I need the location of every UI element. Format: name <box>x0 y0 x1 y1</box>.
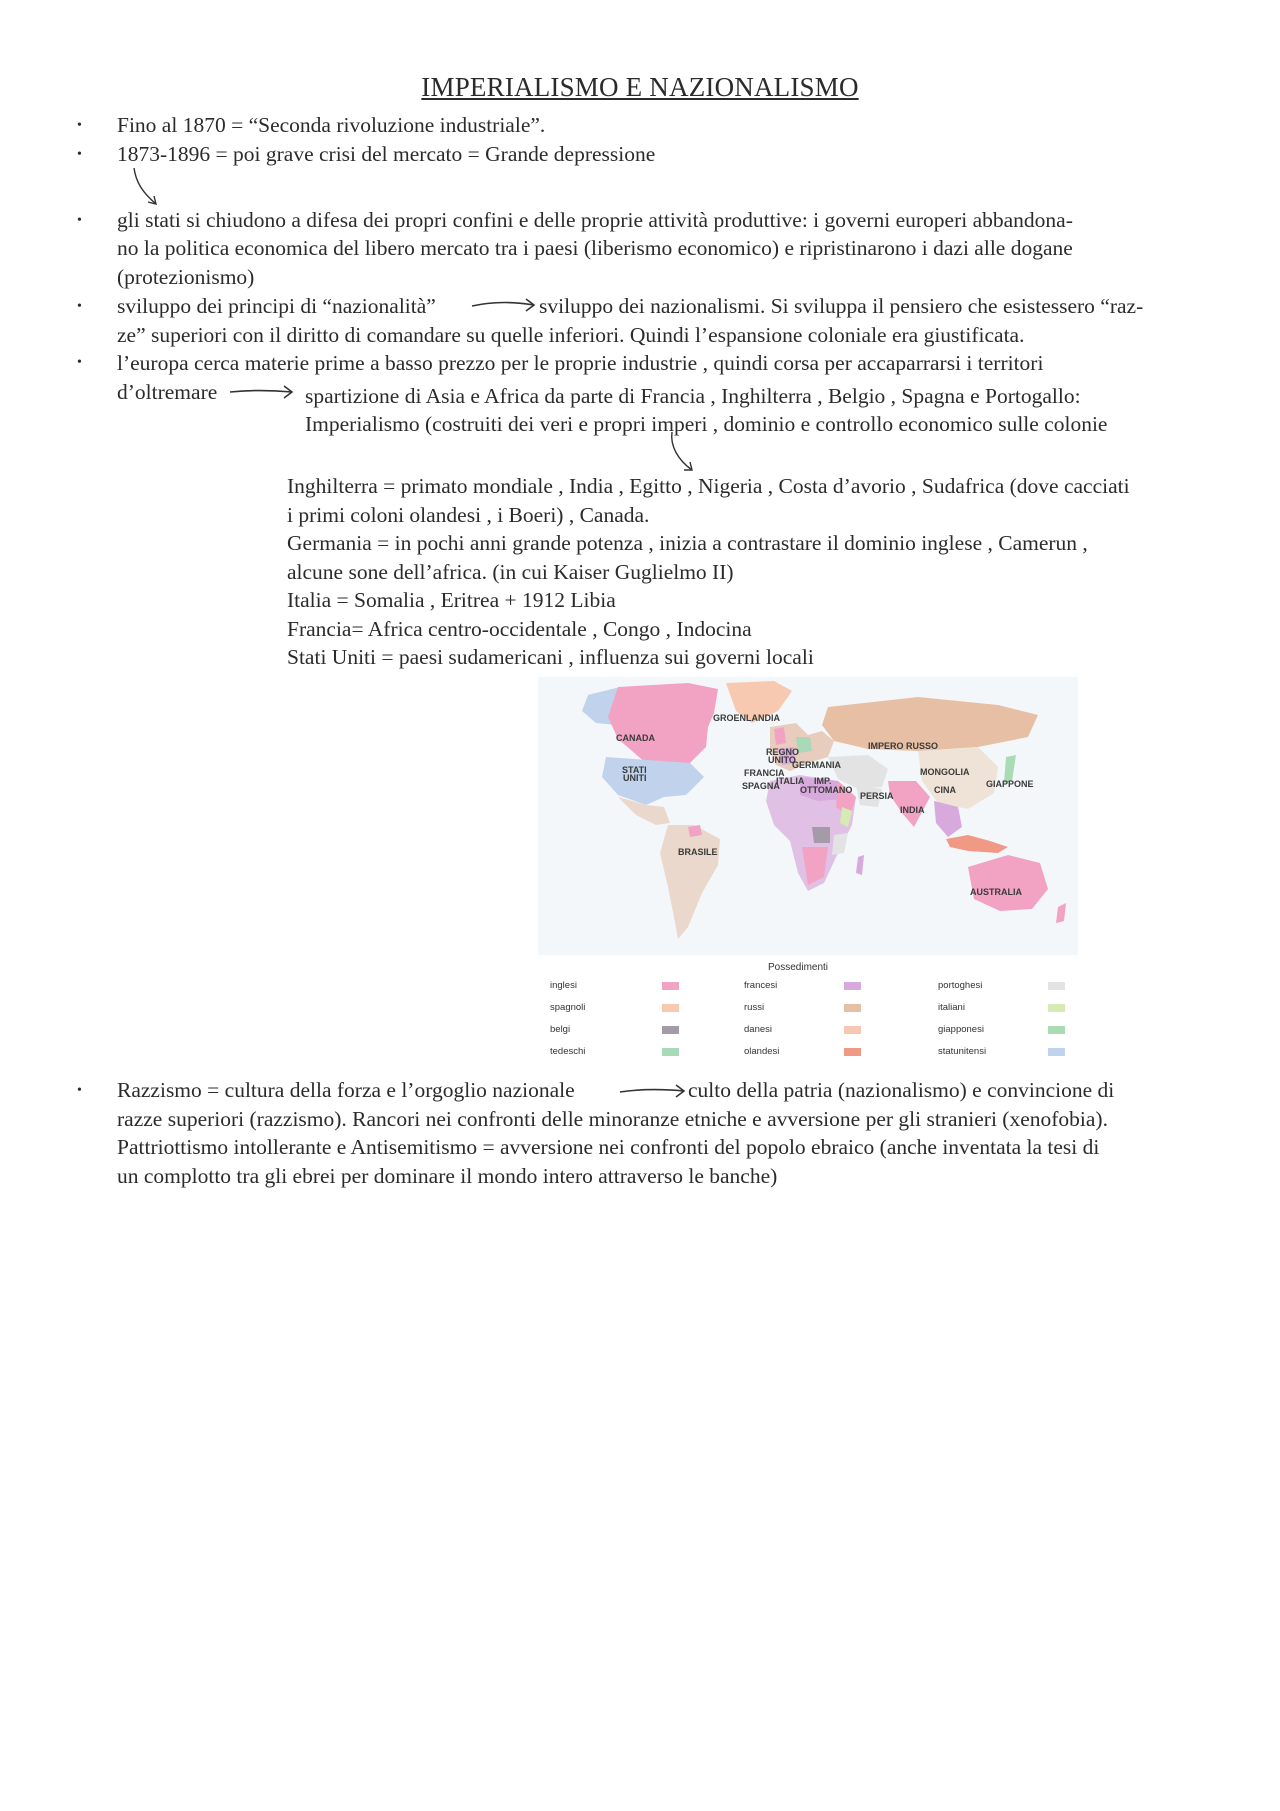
legend-label: portoghesi <box>938 980 983 991</box>
legend-swatch <box>1048 982 1065 990</box>
legend-label: russi <box>744 1002 765 1013</box>
text-line: ze” superiori con il diritto di comandare su quelle inferiori. Quindi l’espansione coloniale era giustificata. <box>117 323 1025 347</box>
legend-item <box>938 1024 1068 1038</box>
legend-swatch <box>1048 1004 1065 1012</box>
legend-swatch <box>662 1026 679 1034</box>
bullet-marker: • <box>77 147 82 162</box>
legend-swatch <box>1048 1048 1065 1056</box>
map-label: GERMANIA <box>792 760 841 770</box>
text-line: (protezionismo) <box>117 265 255 289</box>
legend-label: francesi <box>744 980 778 991</box>
map-label: PERSIA <box>860 791 894 801</box>
text-line: un complotto tra gli ebrei per dominare il mondo intero attraverso le banche) <box>117 1164 778 1188</box>
text-line: Razzismo = cultura della forza e l’orgoglio nazionale <box>117 1078 575 1102</box>
legend-item <box>550 1024 680 1038</box>
text-line: Francia= Africa centro-occidentale , Congo , Indocina <box>287 617 752 641</box>
arrow-right-icon <box>618 1080 688 1100</box>
text-line: razze superiori (razzismo). Rancori nei confronti delle minoranze etniche e avversione per gli stranieri (xenofobia). <box>117 1107 1108 1131</box>
legend-label: danesi <box>744 1024 772 1035</box>
map-label: IMPERO RUSSO <box>868 741 939 751</box>
legend-label: italiani <box>938 1002 965 1013</box>
map-label: OTTOMANO <box>800 785 853 795</box>
text-line: l’europa cerca materie prime a basso prezzo per le proprie industrie , quindi corsa per accaparrarsi i territori <box>117 351 1044 375</box>
map-legend <box>538 958 1078 1058</box>
map-label: REGNO <box>766 747 800 757</box>
bullet-marker: • <box>77 299 82 314</box>
legend-item <box>938 1002 1068 1016</box>
text-line: d’oltremare <box>117 380 218 404</box>
map-label: SPAGNA <box>742 781 780 791</box>
map-label: STATI <box>622 765 647 775</box>
text-line: sviluppo dei principi di “nazionalità” <box>117 294 436 318</box>
legend-swatch <box>662 982 679 990</box>
bullet-marker: • <box>77 355 82 370</box>
map-label: CANADA <box>616 733 655 743</box>
legend-item <box>938 1046 1068 1060</box>
legend-swatch <box>844 1004 861 1012</box>
text-line: Italia = Somalia , Eritrea + 1912 Libia <box>287 588 616 612</box>
world-map-image <box>538 677 1078 955</box>
legend-label: olandesi <box>744 1046 780 1057</box>
map-label: GIAPPONE <box>986 779 1034 789</box>
map-label: ITALIA <box>776 776 805 786</box>
map-label: CINA <box>934 785 956 795</box>
legend-swatch <box>662 1004 679 1012</box>
text-line: Stati Uniti = paesi sudamericani , influenza sui governi locali <box>287 645 814 669</box>
legend-item <box>550 980 680 994</box>
text-line: no la politica economica del libero mercato tra i paesi (liberismo economico) e ripristinarono i dazi alle dogane <box>117 236 1073 260</box>
legend-item <box>744 1024 874 1038</box>
legend-swatch <box>844 1026 861 1034</box>
text-line: Imperialismo (costruiti dei veri e propri imperi , dominio e controllo economico sulle colonie <box>305 412 1108 436</box>
bullet-marker: • <box>77 118 82 133</box>
text-line: alcune sone dell’africa. (in cui Kaiser Guglielmo II) <box>287 560 734 584</box>
legend-item <box>744 980 874 994</box>
text-line: spartizione di Asia e Africa da parte di Francia , Inghilterra , Belgio , Spagna e Portogallo: <box>305 384 1081 408</box>
document-title: IMPERIALISMO E NAZIONALISMO <box>421 72 859 102</box>
map-label: FRANCIA <box>744 768 785 778</box>
legend-label: statunitensi <box>938 1046 987 1057</box>
legend-label: belgi <box>550 1024 571 1035</box>
text-line: Fino al 1870 = “Seconda rivoluzione industriale”. <box>117 113 546 137</box>
text-line: culto della patria (nazionalismo) e convincione di <box>688 1078 1115 1102</box>
text-line: sviluppo dei nazionalismi. Si sviluppa il pensiero che esistessero “raz- <box>539 294 1144 318</box>
legend-label: giapponesi <box>938 1024 984 1035</box>
legend-label: spagnoli <box>550 1002 586 1013</box>
bullet-marker: • <box>77 1083 82 1098</box>
legend-swatch <box>662 1048 679 1056</box>
map-label: INDIA <box>900 805 925 815</box>
map-label: UNITO <box>768 755 796 765</box>
map-label: UNITI <box>623 773 647 783</box>
text-line: gli stati si chiudono a difesa dei propri confini e delle proprie attività produttive: i governi europeri abbandona- <box>117 208 1073 232</box>
map-label: MONGOLIA <box>920 767 970 777</box>
bullet-marker: • <box>77 213 82 228</box>
legend-label: inglesi <box>550 980 577 991</box>
map-label: BRASILE <box>678 847 718 857</box>
text-line: i primi coloni olandesi , i Boeri) , Canada. <box>287 503 650 527</box>
legend-swatch <box>1048 1026 1065 1034</box>
legend-item <box>550 1046 680 1060</box>
arrow-right-icon <box>470 296 538 316</box>
legend-swatch <box>844 1048 861 1056</box>
map-label: GROENLANDIA <box>713 713 780 723</box>
legend-swatch <box>844 982 861 990</box>
curved-arrow-icon <box>660 428 704 476</box>
text-line: Inghilterra = primato mondiale , India , Egitto , Nigeria , Costa d’avorio , Sudafrica (dove cacciati <box>287 474 1130 498</box>
legend-item <box>744 1046 874 1060</box>
text-line: Germania = in pochi anni grande potenza , inizia a contrastare il dominio inglese , Camerun , <box>287 531 1088 555</box>
map-label: AUSTRALIA <box>970 887 1022 897</box>
legend-item <box>744 1002 874 1016</box>
legend-label: tedeschi <box>550 1046 586 1057</box>
map-label: IMP. <box>814 776 832 786</box>
legend-item <box>938 980 1068 994</box>
arrow-right-icon <box>228 382 296 402</box>
legend-item <box>550 1002 680 1016</box>
text-line: 1873-1896 = poi grave crisi del mercato = Grande depressione <box>117 142 656 166</box>
text-line: Pattriottismo intollerante e Antisemitismo = avversione nei confronti del popolo ebraico (anche inventata la tesi di <box>117 1135 1100 1159</box>
legend-title: Possedimenti <box>768 962 829 973</box>
curved-arrow-icon <box>128 164 168 212</box>
